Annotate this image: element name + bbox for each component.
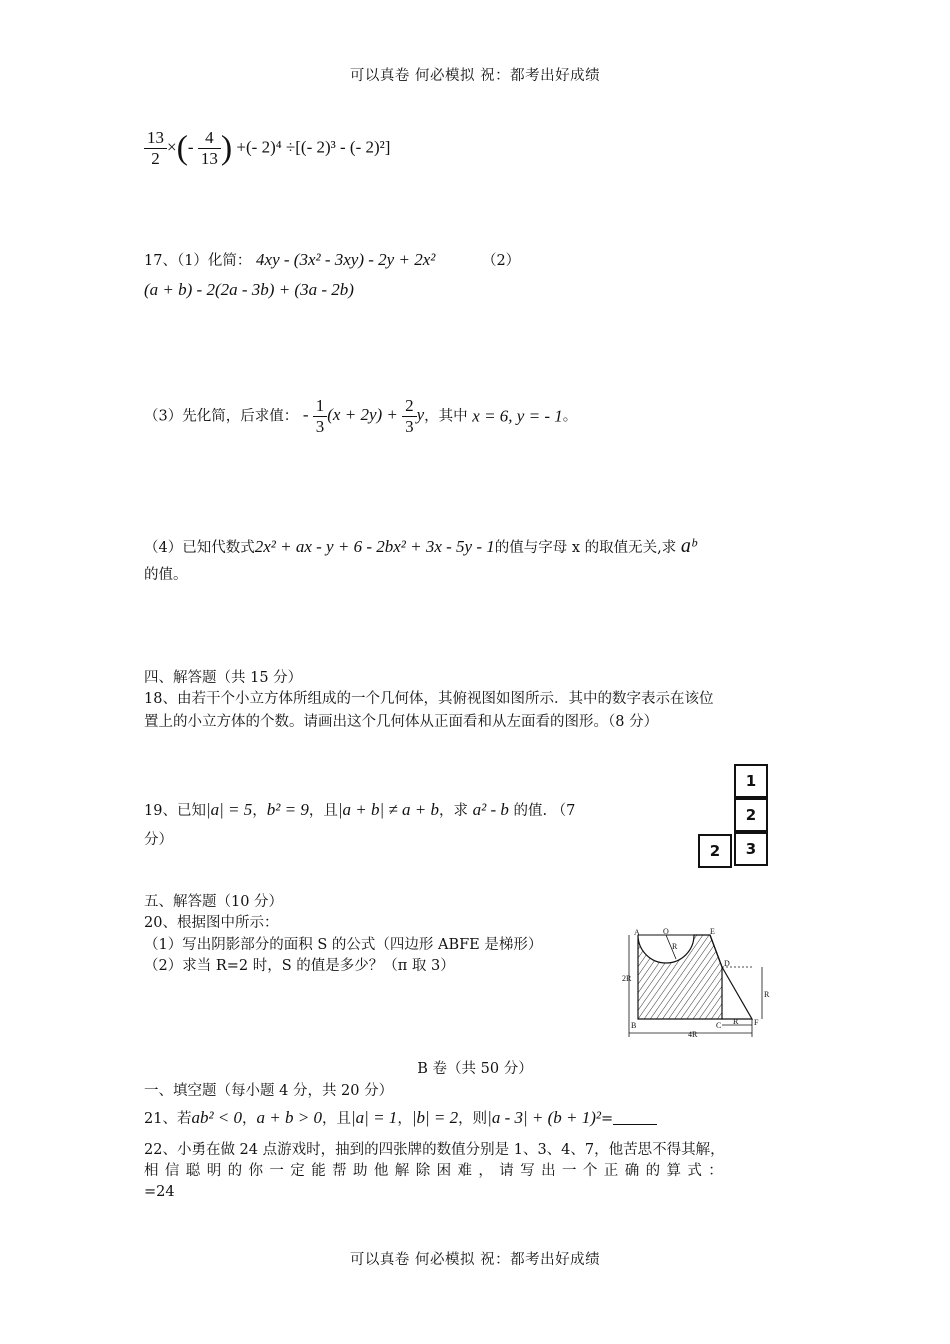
grid-cell: 3 — [734, 832, 768, 866]
q20-line2: （1）写出阴影部分的面积 S 的公式（四边形 ABFE 是梯形） — [144, 937, 543, 953]
q17-part4-line2: 的值。 — [144, 567, 188, 583]
part-b-title: B 卷（共 50 分） — [417, 1061, 533, 1077]
label-R1: R — [672, 942, 678, 951]
q20-line1: 20、根据图中所示： — [144, 915, 279, 931]
part-b-section1: 一、填空题（每小题 4 分，共 20 分） — [144, 1083, 394, 1099]
label-E: E — [710, 927, 715, 936]
q17-part4: （4）已知代数式2x² + ax - y + 6 - 2bx² + 3x - 5y - 1的值与字母 x 的取值无关,求 aᵇ — [144, 535, 697, 557]
q19-line2: 分） — [144, 832, 173, 848]
q22-line3: =24 — [144, 1184, 175, 1200]
label-2R: 2R — [622, 974, 632, 983]
q20-line3: （2）求当 R=2 时，S 的值是多少？（π 取 3） — [144, 958, 455, 974]
grid-cell: 1 — [734, 764, 768, 798]
label-C: C — [716, 1021, 722, 1030]
label-R2: R — [764, 990, 770, 999]
label-4R: 4R — [688, 1030, 698, 1039]
q17-part1: 17、（1）化简： 4xy - (3x² - 3xy) - 2y + 2x² （2） — [144, 250, 521, 269]
label-R3: R — [733, 1017, 739, 1026]
section5-title: 五、解答题（10 分） — [144, 894, 284, 910]
label-O: O — [663, 927, 669, 936]
label-A: A — [634, 928, 640, 937]
q21-answer-blank[interactable] — [613, 1110, 657, 1125]
q18-line2: 置上的小立方体的个数。请画出这个几何体从正面看和从左面看的图形。（8 分） — [144, 714, 659, 730]
q21: 21、若ab² < 0，a + b > 0，且|a| = 1，|b| = 2，则|a - 3| + (b + 1)²= — [144, 1108, 657, 1129]
label-B: B — [631, 1021, 637, 1030]
q22-line1: 22、小勇在做 24 点游戏时，抽到的四张牌的数值分别是 1、3、4、7，他苦思不得其解， — [144, 1142, 725, 1158]
q17-part2-expression: (a + b) - 2(2a - 3b) + (3a - 2b) — [144, 280, 354, 299]
label-D: D — [724, 959, 730, 968]
q22-line2: 相信聪明的你一定能帮助他解除困难，请写出一个正确的算式： — [144, 1163, 730, 1179]
q16-expression: $\frac{13}{2}$ ×(- $\frac{4}{13}$ ) +(- 2)⁴ ÷[(- 2)³ - (- 2)²] — [144, 128, 390, 169]
label-F: F — [754, 1018, 759, 1027]
shaded-area-figure — [612, 925, 782, 1039]
q19-line1: 19、已知|a| = 5，b² = 9，且|a + b| ≠ a + b，求 a² - b 的值. （7 — [144, 800, 576, 819]
q18-line1: 18、由若干个小立方体所组成的一个几何体，其俯视图如图所示．其中的数字表示在该位 — [144, 691, 714, 707]
top-view-grid — [698, 764, 770, 868]
page-header: 可以真卷 何必模拟 祝：都考出好成绩 — [349, 68, 601, 84]
grid-cell: 2 — [734, 798, 768, 832]
page-footer: 可以真卷 何必模拟 祝：都考出好成绩 — [349, 1252, 601, 1268]
q17-part3: （3）先化简，后求值： - $\frac{1}{3}$ (x + 2y) + $\frac{2}{3}$ y，其中 x = 6, y = - 1。 — [144, 396, 578, 436]
grid-cell: 2 — [698, 834, 732, 868]
section4-title: 四、解答题（共 15 分） — [144, 670, 303, 686]
